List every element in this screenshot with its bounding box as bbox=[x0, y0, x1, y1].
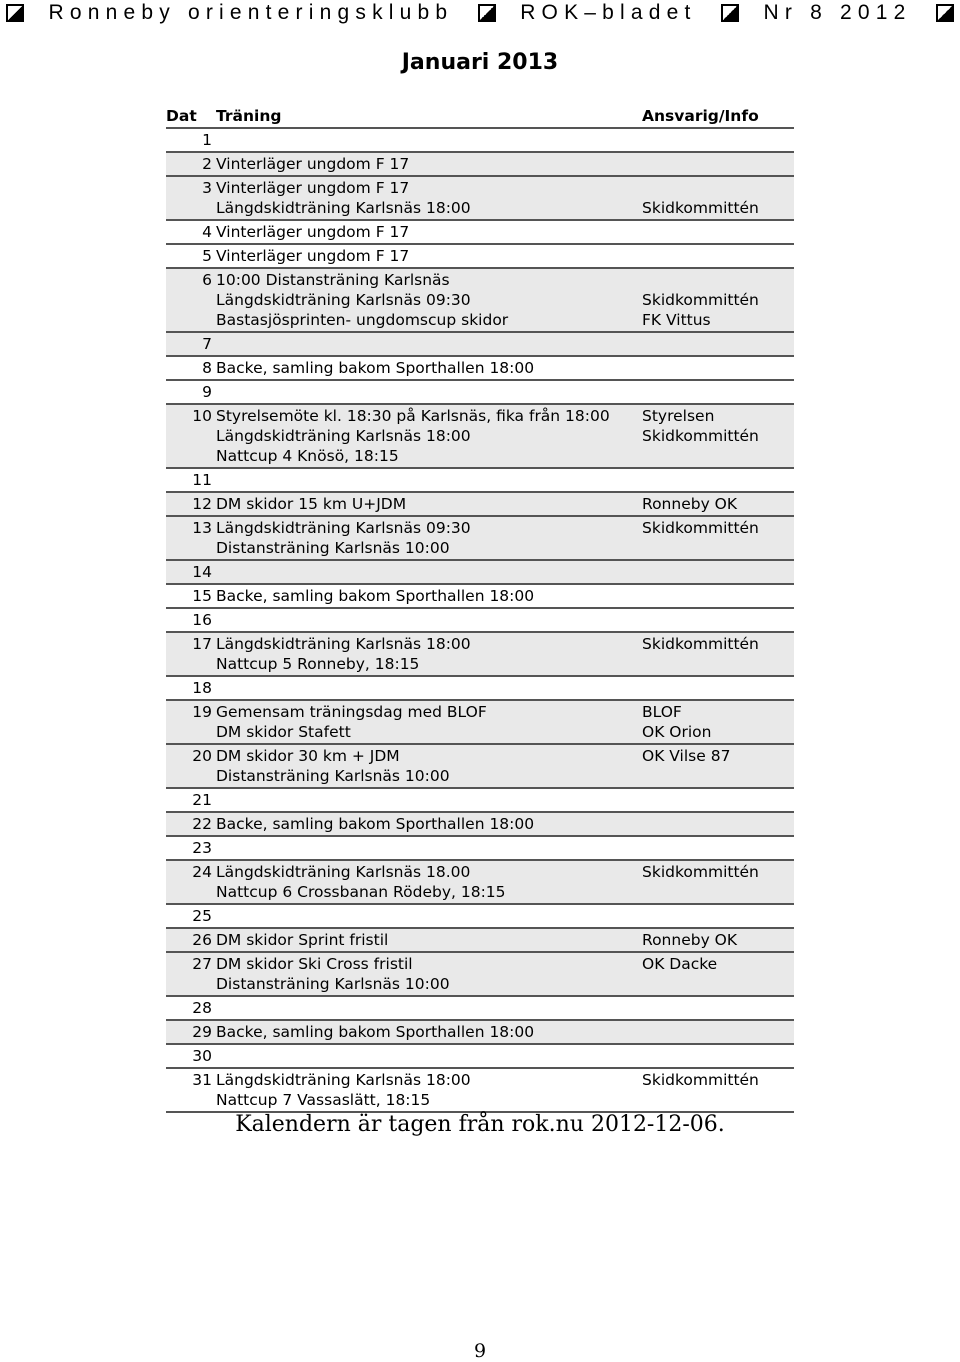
training-line: Backe, samling bakom Sporthallen 18:00 bbox=[216, 815, 535, 833]
cell-day: 28 bbox=[166, 996, 216, 1020]
table-row bbox=[166, 560, 794, 584]
cell-info bbox=[642, 1044, 794, 1068]
training-line: Vinterläger ungdom F 17 bbox=[216, 247, 410, 265]
training-line: Distansträning Karlsnäs 10:00 bbox=[216, 767, 450, 785]
header-club: Ronneby orienteringsklubb bbox=[48, 1, 454, 24]
training-line: Bastasjösprinten- ungdomscup skidor bbox=[216, 311, 509, 329]
training-line: Distansträning Karlsnäs 10:00 bbox=[216, 539, 450, 557]
training-line: Nattcup 4 Knösö, 18:15 bbox=[216, 447, 399, 465]
cell-info bbox=[642, 700, 794, 744]
training-line: Längdskidträning Karlsnäs 18.00 bbox=[216, 863, 471, 881]
table-row bbox=[166, 220, 794, 244]
cell-info bbox=[642, 676, 794, 700]
training-line: Längdskidträning Karlsnäs 09:30 bbox=[216, 519, 471, 537]
cell-info bbox=[642, 608, 794, 632]
cell-training bbox=[216, 468, 642, 492]
column-header-dat: Dat bbox=[166, 104, 216, 128]
table-row bbox=[166, 608, 794, 632]
table-row bbox=[166, 516, 794, 560]
training-line: DM skidor 15 km U+JDM bbox=[216, 495, 407, 513]
table-row bbox=[166, 812, 794, 836]
training-line: DM skidor 30 km + JDM bbox=[216, 747, 400, 765]
cell-day: 4 bbox=[166, 220, 216, 244]
cell-day: 18 bbox=[166, 676, 216, 700]
training-line: Nattcup 5 Ronneby, 18:15 bbox=[216, 655, 420, 673]
cell-day: 13 bbox=[166, 516, 216, 560]
info-line: OK Vilse 87 bbox=[642, 747, 731, 765]
table-header-row bbox=[166, 104, 794, 128]
info-line: Styrelsen bbox=[642, 407, 715, 425]
cell-info bbox=[642, 356, 794, 380]
table-row bbox=[166, 404, 794, 468]
training-line: Styrelsemöte kl. 18:30 på Karlsnäs, fika från 18:00 bbox=[216, 407, 610, 425]
table-row bbox=[166, 128, 794, 152]
table-row bbox=[166, 268, 794, 332]
cell-info bbox=[642, 128, 794, 152]
cell-day: 5 bbox=[166, 244, 216, 268]
cell-day: 7 bbox=[166, 332, 216, 356]
cell-training bbox=[216, 836, 642, 860]
training-line: DM skidor Stafett bbox=[216, 723, 351, 741]
cell-training bbox=[216, 380, 642, 404]
cell-info bbox=[642, 788, 794, 812]
cell-training bbox=[216, 952, 642, 996]
cell-training bbox=[216, 608, 642, 632]
info-line: BLOF bbox=[642, 703, 682, 721]
table-row bbox=[166, 244, 794, 268]
training-line: Nattcup 7 Vassaslätt, 18:15 bbox=[216, 1091, 431, 1109]
header-publication: ROK–bladet bbox=[520, 1, 697, 24]
cell-training bbox=[216, 860, 642, 904]
table-row bbox=[166, 744, 794, 788]
cell-info bbox=[642, 1068, 794, 1112]
header-issue: Nr 8 2012 bbox=[763, 1, 912, 24]
cell-day: 1 bbox=[166, 128, 216, 152]
info-line bbox=[642, 270, 794, 290]
cell-training bbox=[216, 268, 642, 332]
cell-info bbox=[642, 380, 794, 404]
source-note: Kalendern är tagen från rok.nu 2012-12-06. bbox=[235, 1112, 725, 1137]
table-row bbox=[166, 676, 794, 700]
cell-day: 11 bbox=[166, 468, 216, 492]
column-header-traning: Träning bbox=[216, 104, 642, 128]
cell-info bbox=[642, 492, 794, 516]
training-line: Vinterläger ungdom F 17 bbox=[216, 223, 410, 241]
cell-day: 24 bbox=[166, 860, 216, 904]
cell-training bbox=[216, 996, 642, 1020]
training-line: DM skidor Ski Cross fristil bbox=[216, 955, 413, 973]
table-row bbox=[166, 996, 794, 1020]
info-line: Skidkommittén bbox=[642, 291, 759, 309]
table-row bbox=[166, 332, 794, 356]
cell-info bbox=[642, 152, 794, 176]
info-line: OK Orion bbox=[642, 723, 712, 741]
cell-training bbox=[216, 560, 642, 584]
cell-training bbox=[216, 176, 642, 220]
cell-day: 25 bbox=[166, 904, 216, 928]
info-line: Skidkommittén bbox=[642, 863, 759, 881]
cell-training bbox=[216, 1044, 642, 1068]
cell-day: 10 bbox=[166, 404, 216, 468]
cell-day: 30 bbox=[166, 1044, 216, 1068]
training-line: Längdskidträning Karlsnäs 18:00 bbox=[216, 427, 471, 445]
cell-day: 23 bbox=[166, 836, 216, 860]
training-line: 10:00 Distansträning Karlsnäs bbox=[216, 271, 450, 289]
cell-info bbox=[642, 996, 794, 1020]
cell-training bbox=[216, 492, 642, 516]
cell-training bbox=[216, 584, 642, 608]
info-line bbox=[642, 178, 794, 198]
cell-info bbox=[642, 904, 794, 928]
cell-training bbox=[216, 516, 642, 560]
cell-day: 2 bbox=[166, 152, 216, 176]
cell-info bbox=[642, 516, 794, 560]
table-row bbox=[166, 176, 794, 220]
cell-day: 15 bbox=[166, 584, 216, 608]
table-row bbox=[166, 632, 794, 676]
training-line: Distansträning Karlsnäs 10:00 bbox=[216, 975, 450, 993]
cell-info bbox=[642, 584, 794, 608]
cell-training bbox=[216, 244, 642, 268]
cell-info bbox=[642, 1020, 794, 1044]
page-title: Januari 2013 bbox=[401, 50, 559, 75]
cell-training bbox=[216, 744, 642, 788]
table-row bbox=[166, 468, 794, 492]
table-row bbox=[166, 1044, 794, 1068]
info-line: Skidkommittén bbox=[642, 635, 759, 653]
column-header-info: Ansvarig/Info bbox=[642, 104, 794, 128]
cell-day: 31 bbox=[166, 1068, 216, 1112]
training-line: Vinterläger ungdom F 17 bbox=[216, 179, 410, 197]
cell-day: 9 bbox=[166, 380, 216, 404]
cell-info bbox=[642, 812, 794, 836]
checkbox-corner-icon bbox=[478, 4, 496, 22]
training-line: Gemensam träningsdag med BLOF bbox=[216, 703, 487, 721]
training-line: Längdskidträning Karlsnäs 09:30 bbox=[216, 291, 471, 309]
cell-training bbox=[216, 904, 642, 928]
table-row bbox=[166, 952, 794, 996]
info-line: Skidkommittén bbox=[642, 519, 759, 537]
cell-day: 22 bbox=[166, 812, 216, 836]
info-line: Ronneby OK bbox=[642, 495, 738, 513]
cell-info bbox=[642, 244, 794, 268]
page-number: 9 bbox=[473, 1340, 487, 1362]
cell-training bbox=[216, 788, 642, 812]
table-row bbox=[166, 860, 794, 904]
cell-info bbox=[642, 836, 794, 860]
training-line: Backe, samling bakom Sporthallen 18:00 bbox=[216, 1023, 535, 1041]
cell-training bbox=[216, 128, 642, 152]
cell-training bbox=[216, 332, 642, 356]
cell-info bbox=[642, 744, 794, 788]
table-row bbox=[166, 380, 794, 404]
cell-training bbox=[216, 356, 642, 380]
cell-training bbox=[216, 812, 642, 836]
table-row bbox=[166, 1068, 794, 1112]
cell-training bbox=[216, 928, 642, 952]
cell-info bbox=[642, 952, 794, 996]
cell-training bbox=[216, 220, 642, 244]
cell-day: 29 bbox=[166, 1020, 216, 1044]
cell-training bbox=[216, 1068, 642, 1112]
cell-info bbox=[642, 560, 794, 584]
table-row bbox=[166, 152, 794, 176]
training-line: Backe, samling bakom Sporthallen 18:00 bbox=[216, 587, 535, 605]
cell-info bbox=[642, 268, 794, 332]
info-line: Skidkommittén bbox=[642, 427, 759, 445]
checkbox-corner-icon bbox=[6, 4, 24, 22]
cell-training bbox=[216, 1020, 642, 1044]
training-line: Nattcup 6 Crossbanan Rödeby, 18:15 bbox=[216, 883, 506, 901]
calendar-table bbox=[166, 104, 794, 1113]
info-line: Skidkommittén bbox=[642, 1071, 759, 1089]
cell-info bbox=[642, 220, 794, 244]
cell-day: 21 bbox=[166, 788, 216, 812]
training-line: Backe, samling bakom Sporthallen 18:00 bbox=[216, 359, 535, 377]
training-line: Längdskidträning Karlsnäs 18:00 bbox=[216, 635, 471, 653]
table-row bbox=[166, 788, 794, 812]
training-line: DM skidor Sprint fristil bbox=[216, 931, 389, 949]
cell-day: 3 bbox=[166, 176, 216, 220]
table-row bbox=[166, 928, 794, 952]
training-line: Längdskidträning Karlsnäs 18:00 bbox=[216, 1071, 471, 1089]
table-row bbox=[166, 584, 794, 608]
cell-info bbox=[642, 332, 794, 356]
cell-info bbox=[642, 928, 794, 952]
training-line: Längdskidträning Karlsnäs 18:00 bbox=[216, 199, 471, 217]
table-row bbox=[166, 492, 794, 516]
checkbox-corner-icon bbox=[936, 4, 954, 22]
cell-training bbox=[216, 404, 642, 468]
cell-info bbox=[642, 176, 794, 220]
checkbox-corner-icon bbox=[721, 4, 739, 22]
cell-training bbox=[216, 152, 642, 176]
cell-info bbox=[642, 860, 794, 904]
info-line: Ronneby OK bbox=[642, 931, 738, 949]
table-row bbox=[166, 1020, 794, 1044]
cell-day: 17 bbox=[166, 632, 216, 676]
cell-training bbox=[216, 700, 642, 744]
cell-day: 14 bbox=[166, 560, 216, 584]
table-row bbox=[166, 836, 794, 860]
info-line: Skidkommittén bbox=[642, 199, 759, 217]
cell-training bbox=[216, 676, 642, 700]
table-row bbox=[166, 700, 794, 744]
calendar-body bbox=[166, 128, 794, 1112]
info-line: OK Dacke bbox=[642, 955, 718, 973]
cell-day: 12 bbox=[166, 492, 216, 516]
info-line: FK Vittus bbox=[642, 311, 711, 329]
cell-day: 6 bbox=[166, 268, 216, 332]
cell-day: 16 bbox=[166, 608, 216, 632]
cell-training bbox=[216, 632, 642, 676]
cell-day: 8 bbox=[166, 356, 216, 380]
cell-info bbox=[642, 468, 794, 492]
cell-day: 26 bbox=[166, 928, 216, 952]
cell-info bbox=[642, 404, 794, 468]
table-row bbox=[166, 904, 794, 928]
cell-day: 19 bbox=[166, 700, 216, 744]
table-row bbox=[166, 356, 794, 380]
page-header bbox=[0, 0, 960, 26]
training-line: Vinterläger ungdom F 17 bbox=[216, 155, 410, 173]
cell-day: 20 bbox=[166, 744, 216, 788]
cell-day: 27 bbox=[166, 952, 216, 996]
cell-info bbox=[642, 632, 794, 676]
